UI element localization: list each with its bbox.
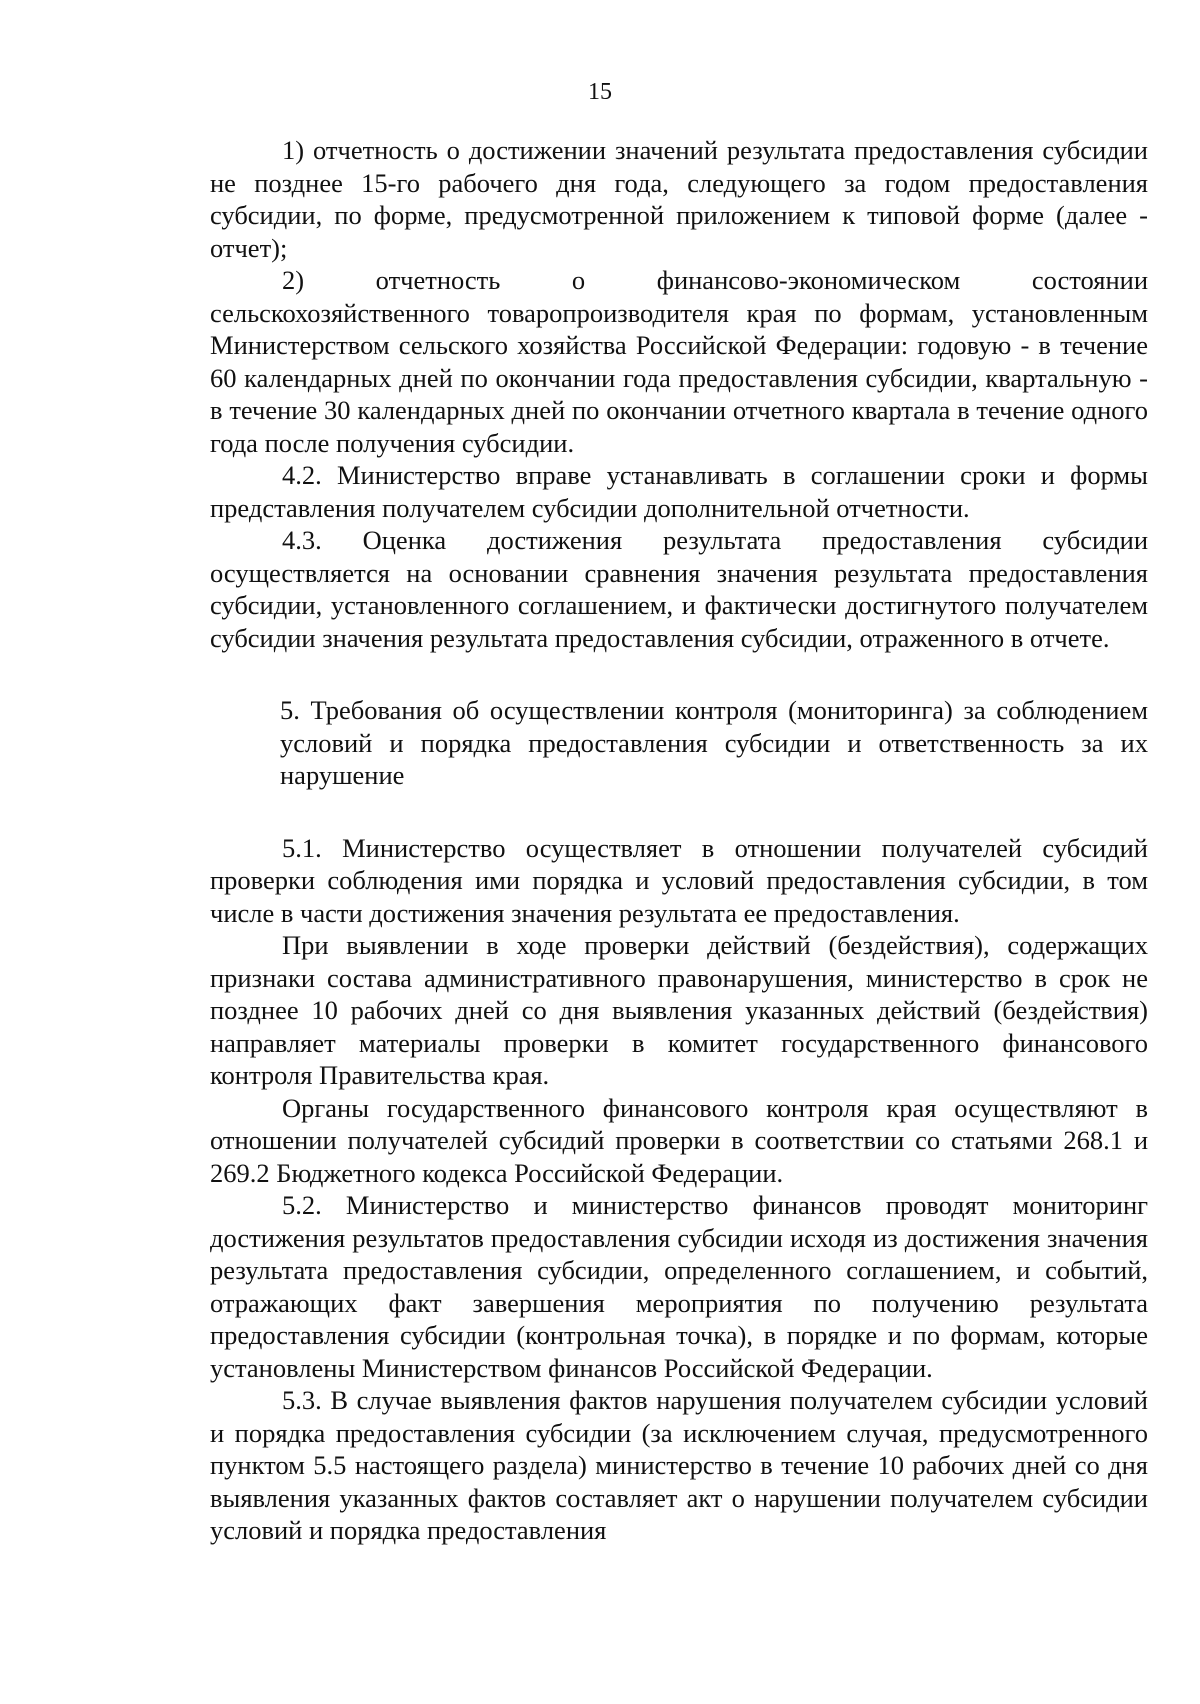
paragraph-report-achievement: 1) отчетность о достижении значений результата предоставления субсидии не позднее 15-го рабочего дня года, следующего за годом предоставления субсидии, по форме, предусмотренной приложением к типовой форме (далее - отчет); bbox=[210, 135, 1148, 263]
paragraph-5-2: 5.2. Министерство и министерство финансов проводят мониторинг достижения результатов предоставления субсидии исходя из достижения значения результата предоставления субсидии, определенного соглашением, и событий, отражающих факт завершения мероприятия по получению результата предоставления субсидии (контрольная точка), в порядке и по формам, которые установлены Министерством финансов Российской Федерации. bbox=[210, 1190, 1148, 1383]
section-heading: 5. Требования об осуществлении контроля (мониторинга) за соблюдением условий и порядка предоставления субсидии и ответственность за их нарушение bbox=[280, 695, 1148, 790]
paragraph-4-3: 4.3. Оценка достижения результата предоставления субсидии осуществляется на основании сравнения значения результата предоставления субсидии, установленного соглашением, и фактически достигнутого получателем субсидии значения результата предоставления субсидии, отраженного в отчете. bbox=[210, 525, 1148, 653]
paragraph-5-1: 5.1. Министерство осуществляет в отношении получателей субсидий проверки соблюдения ими порядка и условий предоставления субсидии, в том числе в части достижения значения результата ее предоставления. bbox=[210, 832, 1148, 928]
paragraph-report-financial: 2) отчетность о финансово-экономическом состоянии сельскохозяйственного товаропроизводителя края по формам, установленным Министерством сельского хозяйства Российской Федерации: годовую - в течение 60 календарных дней по окончании года предоставления субсидии, квартальную - в течение 30 календарных дней по окончании отчетного квартала в течение одного года после получения субсидии. bbox=[210, 265, 1148, 458]
paragraph-4-2: 4.2. Министерство вправе устанавливать в соглашении сроки и формы представления получателем субсидии дополнительной отчетности. bbox=[210, 460, 1148, 523]
page-number: 15 bbox=[588, 79, 612, 105]
document-body bbox=[210, 134, 1148, 1547]
paragraph-5-3: 5.3. В случае выявления фактов нарушения получателем субсидии условий и порядка предоставления субсидии (за исключением случая, предусмотренного пунктом 5.5 настоящего раздела) министерство в течение 10 рабочих дней со дня выявления указанных фактов составляет акт о нарушении получателем субсидии условий и порядка предоставления bbox=[210, 1385, 1148, 1545]
paragraph-control-bodies: Органы государственного финансового контроля края осуществляют в отношении получателей субсидий проверки в соответствии со статьями 268.1 и 269.2 Бюджетного кодекса Российской Федерации. bbox=[210, 1092, 1148, 1188]
paragraph-violation-detection: При выявлении в ходе проверки действий (бездействия), содержащих признаки состава административного правонарушения, министерство в срок не позднее 10 рабочих дней со дня выявления указанных действий (бездействия) направляет материалы проверки в комитет государственного финансового контроля Правительства края. bbox=[210, 930, 1148, 1090]
